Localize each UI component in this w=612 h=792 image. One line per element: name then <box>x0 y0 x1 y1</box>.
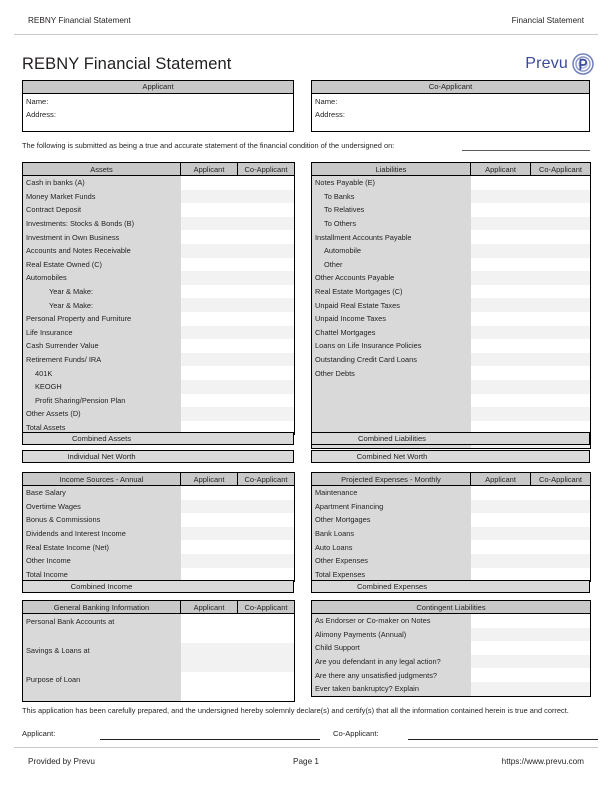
assets-table <box>22 162 295 435</box>
row-input-applicant[interactable] <box>471 339 531 353</box>
row-input-coapplicant[interactable] <box>531 486 591 500</box>
expenses-heading: Projected Expenses - Monthly <box>312 473 471 486</box>
table-row <box>23 244 295 258</box>
row-label: Automobile <box>312 244 471 258</box>
table-row <box>23 527 295 541</box>
row-input-coapplicant[interactable] <box>238 244 295 258</box>
combined-assets-strip <box>22 432 294 445</box>
row-input-coapplicant[interactable] <box>531 312 591 326</box>
row-input-applicant[interactable] <box>181 407 238 421</box>
row-label: To Relatives <box>312 203 471 217</box>
row-label: Real Estate Owned (C) <box>23 258 181 272</box>
table-row <box>23 380 295 394</box>
assets-header-row <box>23 163 295 176</box>
row-input-applicant[interactable] <box>181 230 238 244</box>
table-row <box>23 500 295 514</box>
applicant-heading: Applicant <box>23 81 293 94</box>
table-row <box>312 217 591 231</box>
row-input-applicant[interactable] <box>181 258 238 272</box>
row-label: Real Estate Income (Net) <box>23 540 181 554</box>
row-input-coapplicant[interactable] <box>531 326 591 340</box>
row-input-coapplicant[interactable] <box>531 339 591 353</box>
row-input-applicant[interactable] <box>471 500 531 514</box>
header-rule <box>14 34 598 35</box>
banking-table <box>22 600 295 702</box>
row-label: Ever taken bankruptcy? Explain <box>312 682 471 696</box>
table-row <box>312 500 591 514</box>
row-label: Base Salary <box>23 486 181 500</box>
row-input-applicant[interactable] <box>181 339 238 353</box>
row-label: Investments: Stocks & Bonds (B) <box>23 217 181 231</box>
income-body <box>23 486 295 582</box>
row-label: Retirement Funds/ IRA <box>23 353 181 367</box>
combined-net-worth-label: Combined Net Worth <box>356 452 428 461</box>
combined-expenses-label: Combined Expenses <box>356 582 428 591</box>
row-input-coapplicant[interactable] <box>531 540 591 554</box>
row-input-coapplicant[interactable] <box>531 217 591 231</box>
row-label: Are there any unsatisfied judgments? <box>312 668 471 682</box>
row-input-coapplicant[interactable] <box>531 554 591 568</box>
row-input-coapplicant[interactable] <box>238 366 295 380</box>
banking-col-applicant: Applicant <box>181 601 238 614</box>
combined-assets-label: Combined Assets <box>71 434 132 443</box>
row-input-applicant[interactable] <box>181 527 238 541</box>
contingent-header-row <box>312 601 591 614</box>
table-row <box>23 486 295 500</box>
row-input-coapplicant[interactable] <box>238 614 295 644</box>
row-input-applicant[interactable] <box>471 271 531 285</box>
row-input[interactable] <box>471 682 591 696</box>
row-label: To Others <box>312 217 471 231</box>
table-row <box>312 298 591 312</box>
banking-heading: General Banking Information <box>23 601 181 614</box>
row-input-coapplicant[interactable] <box>531 271 591 285</box>
table-row <box>312 285 591 299</box>
row-input-coapplicant[interactable] <box>238 407 295 421</box>
row-input-wide[interactable] <box>181 285 295 299</box>
running-header <box>28 16 584 25</box>
expenses-body <box>312 486 591 582</box>
table-row <box>312 407 591 421</box>
row-input-applicant[interactable] <box>181 513 238 527</box>
row-input-applicant[interactable] <box>471 190 531 204</box>
assets-col-coapplicant: Co-Applicant <box>238 163 295 176</box>
row-label: 401K <box>23 366 181 380</box>
table-row <box>312 641 591 655</box>
table-row <box>23 353 295 367</box>
liabilities-header-row <box>312 163 591 176</box>
row-label: Outstanding Credit Card Loans <box>312 353 471 367</box>
row-input-applicant[interactable] <box>471 203 531 217</box>
row-input-coapplicant[interactable] <box>531 230 591 244</box>
row-label: Contract Deposit <box>23 203 181 217</box>
row-label: Unpaid Real Estate Taxes <box>312 298 471 312</box>
row-input-coapplicant[interactable] <box>238 380 295 394</box>
income-col-coapplicant: Co-Applicant <box>238 473 295 486</box>
table-row <box>23 672 295 702</box>
row-label: Dividends and Interest Income <box>23 527 181 541</box>
row-input-coapplicant[interactable] <box>238 203 295 217</box>
row-label: Personal Bank Accounts at <box>23 614 181 644</box>
page-title: REBNY Financial Statement <box>22 54 232 73</box>
row-label <box>312 407 471 421</box>
table-row <box>312 540 591 554</box>
table-row <box>312 394 591 408</box>
assets-col-applicant: Applicant <box>181 163 238 176</box>
row-input-coapplicant[interactable] <box>238 258 295 272</box>
row-input-coapplicant[interactable] <box>238 540 295 554</box>
table-row <box>23 513 295 527</box>
row-input-coapplicant[interactable] <box>531 203 591 217</box>
running-header-right: Financial Statement <box>511 16 584 25</box>
row-label: Bonus & Commissions <box>23 513 181 527</box>
row-label: Bank Loans <box>312 527 471 541</box>
row-input-coapplicant[interactable] <box>531 298 591 312</box>
table-row <box>312 230 591 244</box>
row-label: Maintenance <box>312 486 471 500</box>
table-row <box>23 643 295 672</box>
combined-liabilities-label: Combined Liabilities <box>358 434 426 443</box>
row-label: Chattel Mortgages <box>312 326 471 340</box>
row-input-applicant[interactable] <box>471 407 531 421</box>
row-input-coapplicant[interactable] <box>238 217 295 231</box>
expenses-col-applicant: Applicant <box>471 473 531 486</box>
declaration-text: This application has been carefully prepared, and the undersigned hereby solemnly declare(s) and certify(s) that all the information contained herein is true and correct. <box>22 706 569 715</box>
row-input-applicant[interactable] <box>181 366 238 380</box>
row-input[interactable] <box>471 641 591 655</box>
table-row <box>312 682 591 696</box>
table-row <box>312 326 591 340</box>
row-input-coapplicant[interactable] <box>531 527 591 541</box>
row-label: Cash Surrender Value <box>23 339 181 353</box>
running-footer-left: Provided by Prevu <box>28 757 95 766</box>
liabilities-heading: Liabilities <box>312 163 471 176</box>
row-input-coapplicant[interactable] <box>238 326 295 340</box>
row-input-coapplicant[interactable] <box>238 513 295 527</box>
income-header-row <box>23 473 295 486</box>
row-input-applicant[interactable] <box>471 326 531 340</box>
table-row <box>312 176 591 190</box>
row-label: Other Mortgages <box>312 513 471 527</box>
table-row <box>23 312 295 326</box>
table-row <box>312 655 591 669</box>
combined-income-strip <box>22 580 294 593</box>
income-heading: Income Sources - Annual <box>23 473 181 486</box>
row-input-applicant[interactable] <box>181 486 238 500</box>
row-label: Alimony Payments (Annual) <box>312 628 471 642</box>
row-input-applicant[interactable] <box>471 513 531 527</box>
row-label: Year & Make: <box>23 285 181 299</box>
title-row <box>22 48 594 80</box>
row-input-coapplicant[interactable] <box>238 527 295 541</box>
row-input-coapplicant[interactable] <box>238 271 295 285</box>
row-label: Apartment Financing <box>312 500 471 514</box>
footer-rule <box>14 747 598 748</box>
row-input-applicant[interactable] <box>471 312 531 326</box>
row-label: Other Accounts Payable <box>312 271 471 285</box>
row-label: Investment in Own Business <box>23 230 181 244</box>
row-label: Notes Payable (E) <box>312 176 471 190</box>
row-input-coapplicant[interactable] <box>531 285 591 299</box>
table-row <box>23 298 295 312</box>
table-row <box>312 339 591 353</box>
row-input-applicant[interactable] <box>181 271 238 285</box>
table-row <box>312 513 591 527</box>
table-row <box>23 258 295 272</box>
statement-sentence: The following is submitted as being a true and accurate statement of the financial condition of the undersigned on: <box>22 141 395 150</box>
assets-heading: Assets <box>23 163 181 176</box>
table-row <box>23 285 295 299</box>
coapplicant-info-box <box>311 80 590 132</box>
row-label: Money Market Funds <box>23 190 181 204</box>
row-input-coapplicant[interactable] <box>531 407 591 421</box>
row-input-applicant[interactable] <box>471 540 531 554</box>
row-input-coapplicant[interactable] <box>531 258 591 272</box>
table-row <box>312 527 591 541</box>
row-input-applicant[interactable] <box>471 285 531 299</box>
row-label: Purpose of Loan <box>23 672 181 702</box>
table-row <box>312 554 591 568</box>
row-label: Real Estate Mortgages (C) <box>312 285 471 299</box>
row-input[interactable] <box>471 668 591 682</box>
contingent-body <box>312 614 591 697</box>
banking-body <box>23 614 295 702</box>
signature-coapplicant-label: Co-Applicant: <box>333 729 379 738</box>
coapplicant-address-field[interactable]: Address: <box>315 110 345 119</box>
row-label: Other Income <box>23 554 181 568</box>
row-input-applicant[interactable] <box>181 672 238 702</box>
liabilities-table <box>311 162 591 449</box>
individual-net-worth-label: Individual Net Worth <box>67 452 136 461</box>
row-label: Year & Make: <box>23 298 181 312</box>
row-input-coapplicant[interactable] <box>238 339 295 353</box>
row-label: Loans on Life Insurance Policies <box>312 339 471 353</box>
row-input-applicant[interactable] <box>471 244 531 258</box>
table-row <box>312 244 591 258</box>
table-row <box>312 380 591 394</box>
row-label: Personal Property and Furniture <box>23 312 181 326</box>
combined-expenses-strip <box>311 580 590 593</box>
row-label: Child Support <box>312 641 471 655</box>
table-row <box>23 407 295 421</box>
expenses-header-row <box>312 473 591 486</box>
table-row <box>312 628 591 642</box>
contingent-table <box>311 600 591 697</box>
signature-coapplicant-line[interactable] <box>408 739 598 740</box>
row-input-coapplicant[interactable] <box>531 176 591 190</box>
running-footer <box>28 757 584 766</box>
row-label: Total Income <box>23 568 181 582</box>
row-input-applicant[interactable] <box>181 554 238 568</box>
row-input-coapplicant[interactable] <box>238 394 295 408</box>
row-label <box>312 394 471 408</box>
row-input-applicant[interactable] <box>471 554 531 568</box>
row-input-applicant[interactable] <box>471 258 531 272</box>
row-input-applicant[interactable] <box>471 366 531 380</box>
expenses-col-coapplicant: Co-Applicant <box>531 473 591 486</box>
running-footer-right: https://www.prevu.com <box>501 757 584 766</box>
banking-header-row <box>23 601 295 614</box>
row-label: Total Expenses <box>312 568 471 582</box>
running-header-left: REBNY Financial Statement <box>28 16 131 25</box>
table-row <box>312 190 591 204</box>
row-label: Savings & Loans at <box>23 643 181 672</box>
table-row <box>23 540 295 554</box>
row-input-coapplicant[interactable] <box>238 353 295 367</box>
row-input-applicant[interactable] <box>471 230 531 244</box>
table-row <box>312 353 591 367</box>
row-input-applicant[interactable] <box>181 500 238 514</box>
coapplicant-heading: Co-Applicant <box>312 81 589 94</box>
row-label: To Banks <box>312 190 471 204</box>
row-label: Installment Accounts Payable <box>312 230 471 244</box>
statement-date-blank[interactable] <box>462 150 590 151</box>
table-row <box>312 486 591 500</box>
applicant-address-field[interactable]: Address: <box>26 110 56 119</box>
row-input-applicant[interactable] <box>471 353 531 367</box>
row-label: As Endorser or Co-maker on Notes <box>312 614 471 628</box>
prevu-wordmark: Prevu <box>525 55 568 72</box>
combined-income-label: Combined Income <box>70 582 133 591</box>
row-input-applicant[interactable] <box>181 176 238 190</box>
row-input-applicant[interactable] <box>471 486 531 500</box>
table-row <box>312 203 591 217</box>
assets-body <box>23 176 295 435</box>
liabilities-col-coapplicant: Co-Applicant <box>531 163 591 176</box>
row-label: Unpaid Income Taxes <box>312 312 471 326</box>
table-row <box>23 176 295 190</box>
row-input-applicant[interactable] <box>181 312 238 326</box>
row-label <box>312 380 471 394</box>
combined-liabilities-strip <box>311 432 590 445</box>
row-label: Other Debts <box>312 366 471 380</box>
row-input-applicant[interactable] <box>181 326 238 340</box>
row-input-coapplicant[interactable] <box>531 366 591 380</box>
row-label: KEOGH <box>23 380 181 394</box>
row-input-coapplicant[interactable] <box>238 486 295 500</box>
row-input-applicant[interactable] <box>181 353 238 367</box>
row-input-applicant[interactable] <box>471 527 531 541</box>
expenses-table <box>311 472 591 582</box>
row-input-applicant[interactable] <box>471 176 531 190</box>
row-input-coapplicant[interactable] <box>531 190 591 204</box>
table-row <box>23 394 295 408</box>
table-row <box>23 230 295 244</box>
row-input-coapplicant[interactable] <box>238 672 295 702</box>
row-input-applicant[interactable] <box>471 380 531 394</box>
row-input-applicant[interactable] <box>181 614 238 644</box>
row-input-applicant[interactable] <box>181 380 238 394</box>
table-row <box>23 554 295 568</box>
row-input-coapplicant[interactable] <box>531 513 591 527</box>
table-row <box>312 271 591 285</box>
table-row <box>312 366 591 380</box>
liabilities-body <box>312 176 591 449</box>
row-input-coapplicant[interactable] <box>238 643 295 672</box>
row-label: Cash in banks (A) <box>23 176 181 190</box>
combined-net-worth-strip <box>311 450 590 463</box>
applicant-info-box <box>22 80 294 132</box>
table-row <box>312 258 591 272</box>
row-input-applicant[interactable] <box>181 190 238 204</box>
row-input[interactable] <box>471 614 591 628</box>
row-input-applicant[interactable] <box>471 298 531 312</box>
income-table <box>22 472 295 582</box>
contingent-heading: Contingent Liabilities <box>312 601 591 614</box>
table-row <box>23 217 295 231</box>
row-label: Overtime Wages <box>23 500 181 514</box>
row-input-coapplicant[interactable] <box>238 500 295 514</box>
row-input-applicant[interactable] <box>181 203 238 217</box>
row-input-coapplicant[interactable] <box>531 394 591 408</box>
table-row <box>23 203 295 217</box>
row-input-applicant[interactable] <box>471 394 531 408</box>
row-input-applicant[interactable] <box>181 394 238 408</box>
row-input[interactable] <box>471 655 591 669</box>
row-input-coapplicant[interactable] <box>238 554 295 568</box>
table-row <box>23 326 295 340</box>
coapplicant-name-field[interactable]: Name: <box>315 97 338 106</box>
row-label: Accounts and Notes Receivable <box>23 244 181 258</box>
row-input-applicant[interactable] <box>181 217 238 231</box>
row-input-coapplicant[interactable] <box>531 244 591 258</box>
row-label: Automobiles <box>23 271 181 285</box>
row-input-coapplicant[interactable] <box>531 500 591 514</box>
row-input-applicant[interactable] <box>471 217 531 231</box>
prevu-logo <box>525 53 594 75</box>
table-row <box>312 312 591 326</box>
row-label: Auto Loans <box>312 540 471 554</box>
table-row <box>23 339 295 353</box>
row-input-wide[interactable] <box>181 298 295 312</box>
row-label: Other Expenses <box>312 554 471 568</box>
row-input-coapplicant[interactable] <box>531 353 591 367</box>
running-footer-center: Page 1 <box>293 757 319 766</box>
table-row <box>23 271 295 285</box>
row-input-coapplicant[interactable] <box>531 380 591 394</box>
table-row <box>23 614 295 644</box>
table-row <box>23 366 295 380</box>
row-input-applicant[interactable] <box>181 244 238 258</box>
row-label: Are you defendant in any legal action? <box>312 655 471 669</box>
row-input-coapplicant[interactable] <box>238 312 295 326</box>
table-row <box>312 668 591 682</box>
liabilities-col-applicant: Applicant <box>471 163 531 176</box>
row-label: Other <box>312 258 471 272</box>
applicant-name-field[interactable]: Name: <box>26 97 49 106</box>
individual-net-worth-strip <box>22 450 294 463</box>
table-row <box>312 614 591 628</box>
row-input-coapplicant[interactable] <box>238 190 295 204</box>
banking-col-coapplicant: Co-Applicant <box>238 601 295 614</box>
row-label: Profit Sharing/Pension Plan <box>23 394 181 408</box>
signature-applicant-label: Applicant: <box>22 729 56 738</box>
row-label: Life Insurance <box>23 326 181 340</box>
row-input-applicant[interactable] <box>181 643 238 672</box>
income-col-applicant: Applicant <box>181 473 238 486</box>
row-label: Total Assets <box>23 421 181 435</box>
row-input[interactable] <box>471 628 591 642</box>
prevu-spiral-icon <box>572 53 594 75</box>
row-input-coapplicant[interactable] <box>238 230 295 244</box>
table-row <box>23 190 295 204</box>
row-label: Other Assets (D) <box>23 407 181 421</box>
row-input-coapplicant[interactable] <box>238 176 295 190</box>
row-input-applicant[interactable] <box>181 540 238 554</box>
signature-applicant-line[interactable] <box>100 739 320 740</box>
